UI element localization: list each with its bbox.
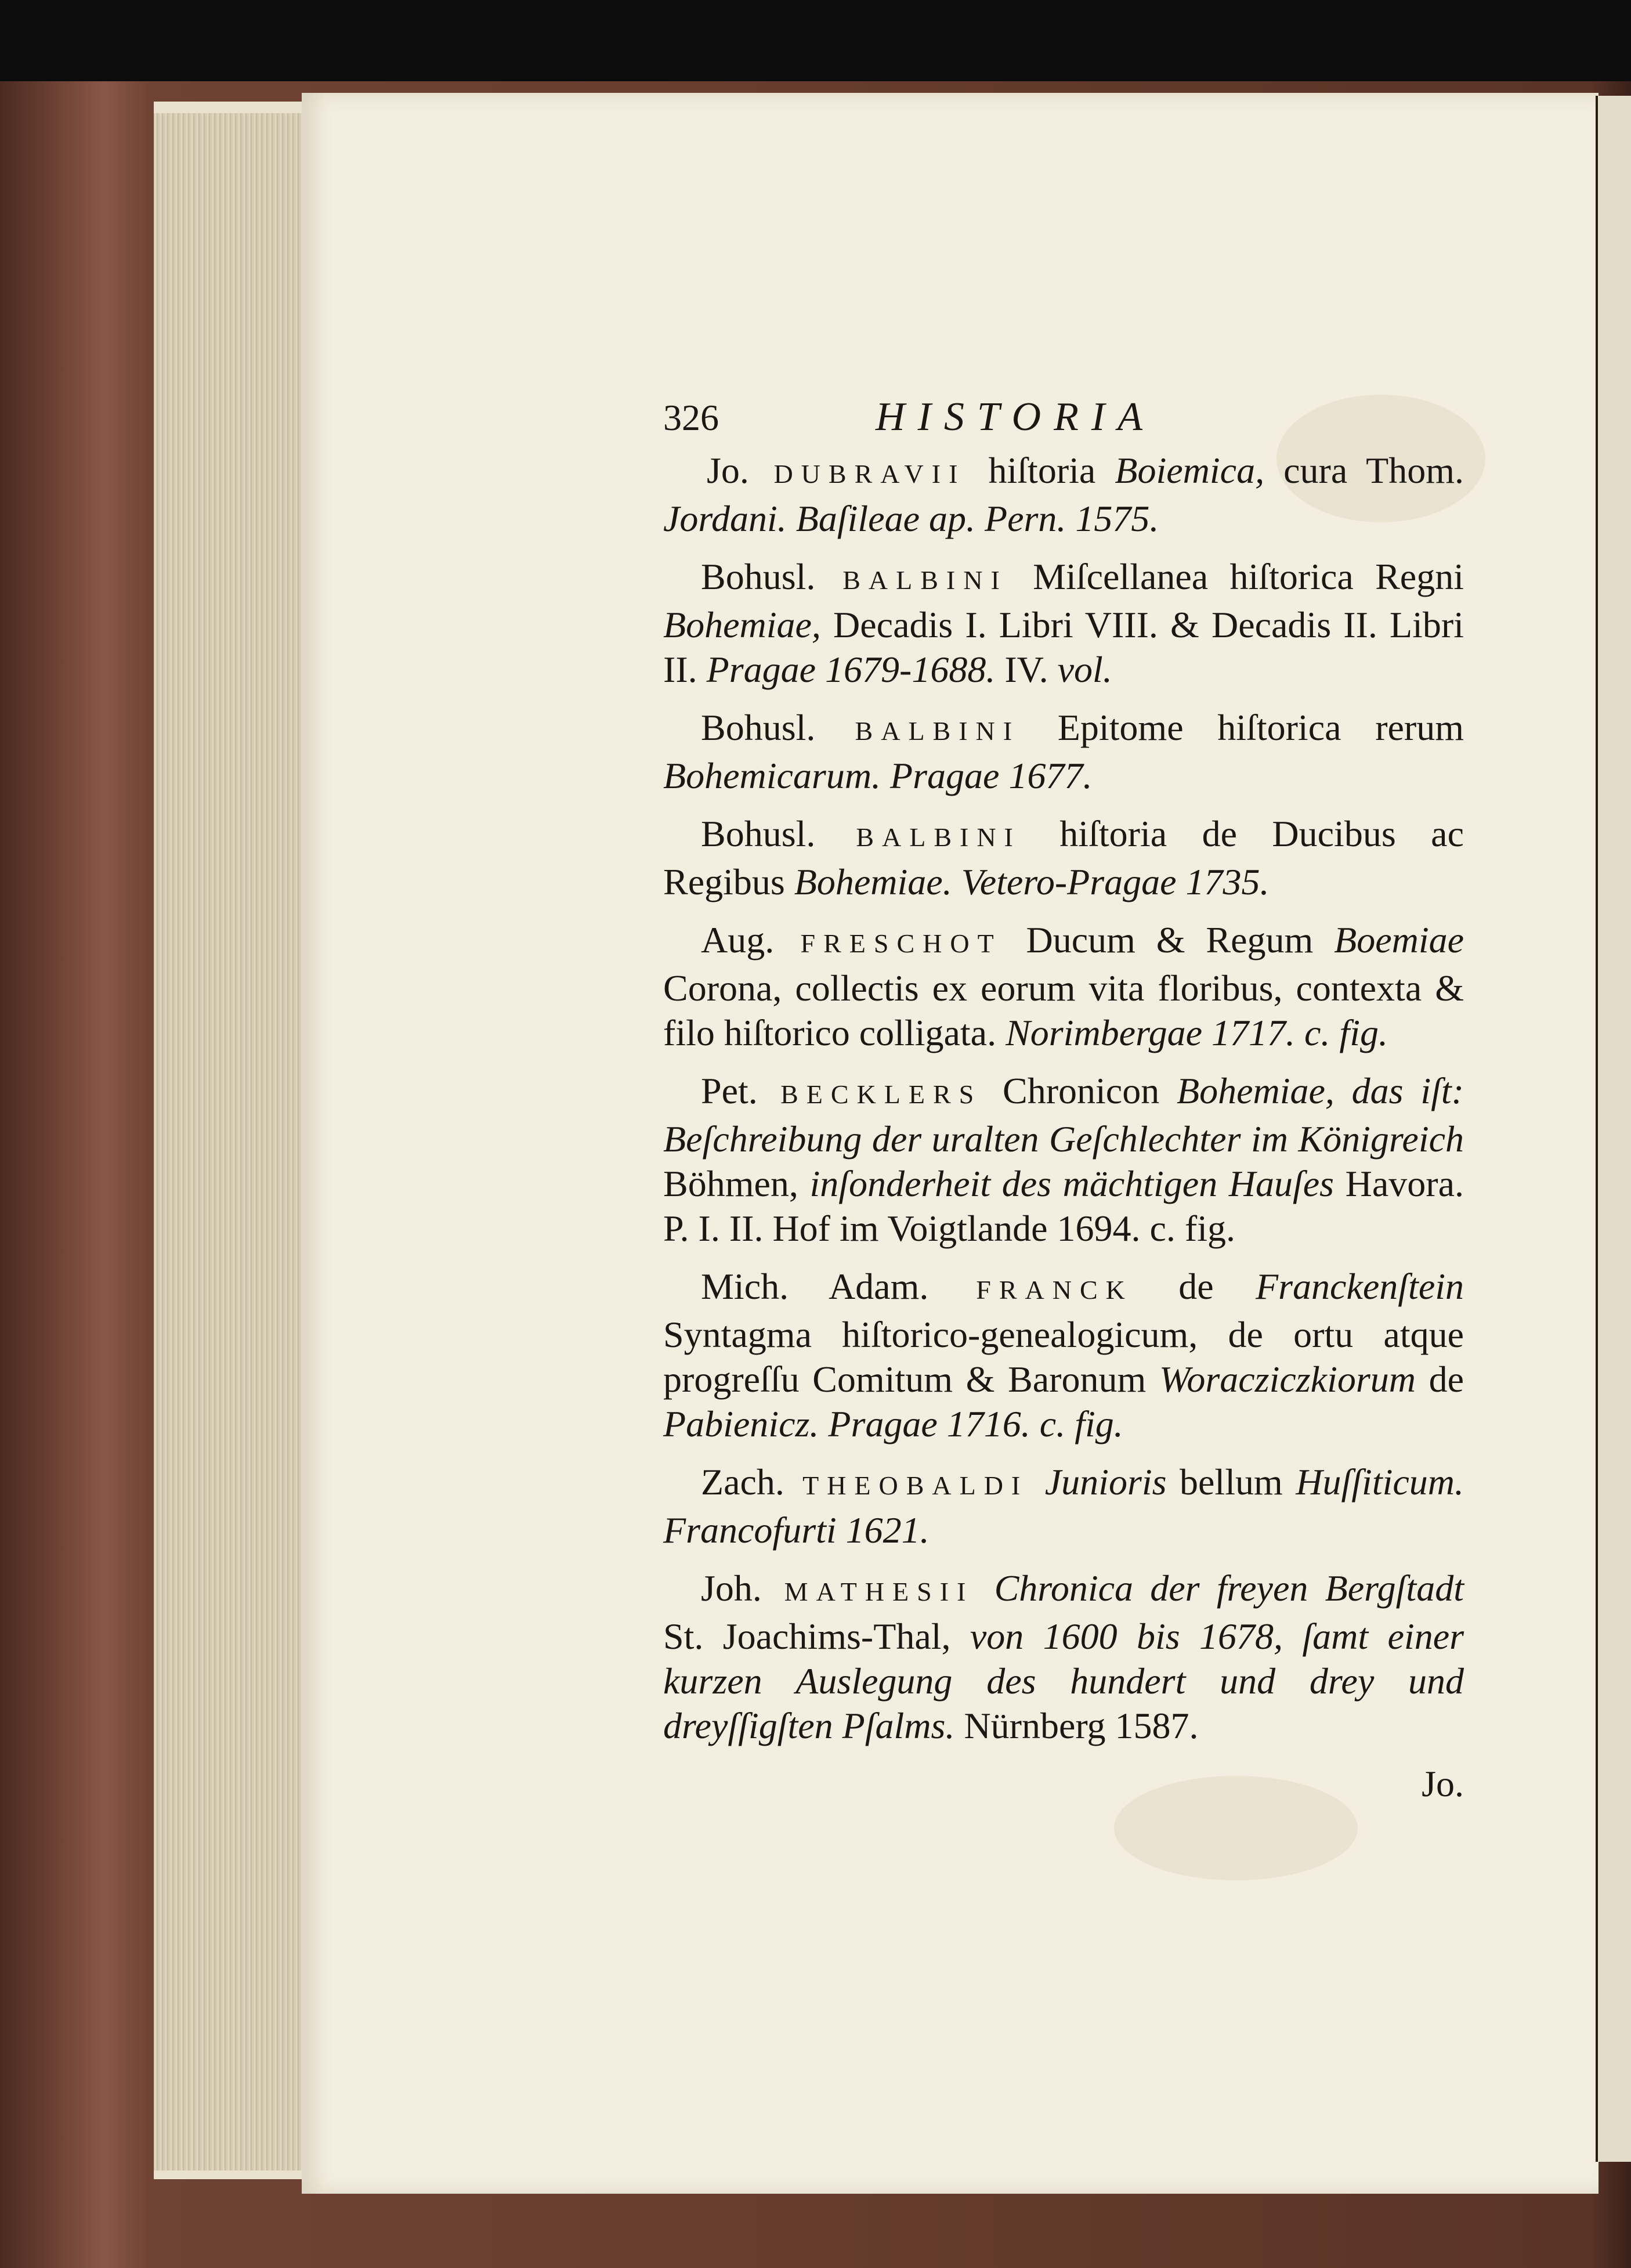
entry-author-prefix: Zach. [701, 1461, 784, 1503]
entry-author-caps: THEOBALDI [784, 1471, 1029, 1500]
entry-author-caps: BECKLERS [757, 1079, 982, 1109]
entry-text-1: Miſcellanea hiſtorica Regni [1011, 556, 1464, 597]
entry-italic-2: Pragae 1679-1688. [706, 649, 996, 690]
entry-text-3: de [1415, 1359, 1464, 1400]
entry-text-1 [977, 1568, 994, 1609]
bibliography-entry [663, 918, 1464, 1055]
entry-author-prefix: Bohusl. [701, 707, 816, 748]
entry-text-3: Nürnberg 1587. [954, 1705, 1199, 1746]
entry-italic-3: vol. [1057, 649, 1112, 690]
entry-italic-1: Boiemica, [1115, 450, 1265, 491]
entry-author-prefix: Jo. [707, 450, 749, 491]
entry-author-caps: DUBRAVII [748, 459, 966, 489]
entry-text-2: cura Thom. [1264, 450, 1464, 491]
entry-italic-2: Norimbergae 1717. c. fig. [1006, 1012, 1388, 1053]
entry-text-2: Corona, collectis ex eorum vita floribus, contexta & filo hiſtorico colligata. [663, 967, 1464, 1053]
entry-text-1: Chronicon [985, 1070, 1177, 1111]
entry-author-caps: FRANCK [928, 1275, 1133, 1305]
entry-text-1: Ducum & Regum [1005, 919, 1335, 960]
entry-italic-1: Boemiae [1334, 919, 1464, 960]
entry-italic-2: von 1600 bis 1678, ſamt einer kurzen Auslegung des hundert und drey und dreyſſigſten Pſalms. [663, 1616, 1464, 1746]
entry-text-3: IV. [995, 649, 1058, 690]
entry-text-3: Havora. P. I. II. Hof im Voigtlande 1694. c. fig. [663, 1163, 1464, 1249]
bibliography-entry [663, 1264, 1464, 1446]
entry-text-1: de [1136, 1266, 1256, 1307]
entry-text-2: Decadis I. Libri VIII. & Decadis II. Libri II. [663, 604, 1464, 690]
entry-italic-1: Bohemiae, das iſt: Beſchreibung der uralten Geſchlechter im Königreich [663, 1070, 1464, 1160]
entry-author-caps: BALBINI [815, 822, 1021, 852]
bibliography-entry [663, 811, 1464, 904]
entry-author-caps: MATHESII [761, 1577, 974, 1606]
bibliography-list [663, 448, 1464, 1748]
running-head [663, 395, 1464, 440]
bibliography-entry [663, 448, 1464, 541]
entry-author-prefix: Joh. [701, 1568, 762, 1609]
entry-text-2: Syntagma hiſtorico-genealogicum, de ortu atque progreſſu Comitum & Baronum [663, 1314, 1464, 1400]
bibliography-entry [663, 1460, 1464, 1552]
bibliography-entry [663, 554, 1464, 692]
page-text-block [663, 395, 1464, 1886]
entry-text-2: bellum [1166, 1461, 1296, 1503]
bibliography-entry [663, 1068, 1464, 1251]
entry-author-prefix: Bohusl. [701, 813, 816, 854]
entry-author-caps: BALBINI [815, 716, 1021, 746]
entry-italic-1: Bohemicarum. Pragae 1677. [663, 755, 1093, 796]
page-edges [154, 113, 303, 2171]
entry-italic-1: Franckenſtein [1256, 1266, 1464, 1307]
scan-background [0, 0, 1631, 93]
entry-italic-2: Woracziczkiorum [1159, 1359, 1416, 1400]
entry-author-caps: FRESCHOT [774, 929, 1002, 958]
entry-italic-1: Bohemiae. Vetero-Pragae 1735. [794, 861, 1270, 902]
entry-author-prefix: Bohusl. [701, 556, 816, 597]
entry-author-prefix: Mich. Adam. [701, 1266, 929, 1307]
facing-page-edge [1596, 96, 1631, 2162]
entry-italic-1: Chronica der freyen Bergſtadt [994, 1568, 1464, 1609]
bibliography-entry [663, 1566, 1464, 1748]
entry-text-2: St. Joachims-Thal, [663, 1616, 970, 1657]
entry-text-1: Epitome hiſtorica rerum [1024, 707, 1464, 748]
entry-italic-1: Junioris [1044, 1461, 1167, 1503]
entry-italic-3: Pabienicz. Pragae 1716. c. fig. [663, 1403, 1123, 1444]
page-number: 326 [663, 397, 719, 438]
entry-author-prefix: Aug. [701, 919, 775, 960]
entry-author-caps: BALBINI [815, 565, 1008, 595]
entry-italic-2: Jordani. Baſileae ap. Pern. 1575. [663, 498, 1159, 539]
entry-italic-1: Bohemiae, [663, 604, 821, 645]
catchword: Jo. [1422, 1763, 1464, 1804]
entry-text-1: hiſtoria de Ducibus ac Regibus [663, 813, 1464, 902]
entry-text-1: hiſtoria [969, 450, 1115, 491]
entry-italic-2: Huſſiticum. Francofurti 1621. [663, 1461, 1464, 1551]
entry-author-prefix: Pet. [701, 1070, 758, 1111]
entry-text-1 [1032, 1461, 1045, 1503]
running-head-title: HISTORIA [876, 395, 1155, 439]
entry-italic-2: inſonderheit des mächtigen Hauſes [809, 1163, 1335, 1204]
entry-text-2: Böhmen, [663, 1163, 810, 1204]
bibliography-entry [663, 705, 1464, 798]
